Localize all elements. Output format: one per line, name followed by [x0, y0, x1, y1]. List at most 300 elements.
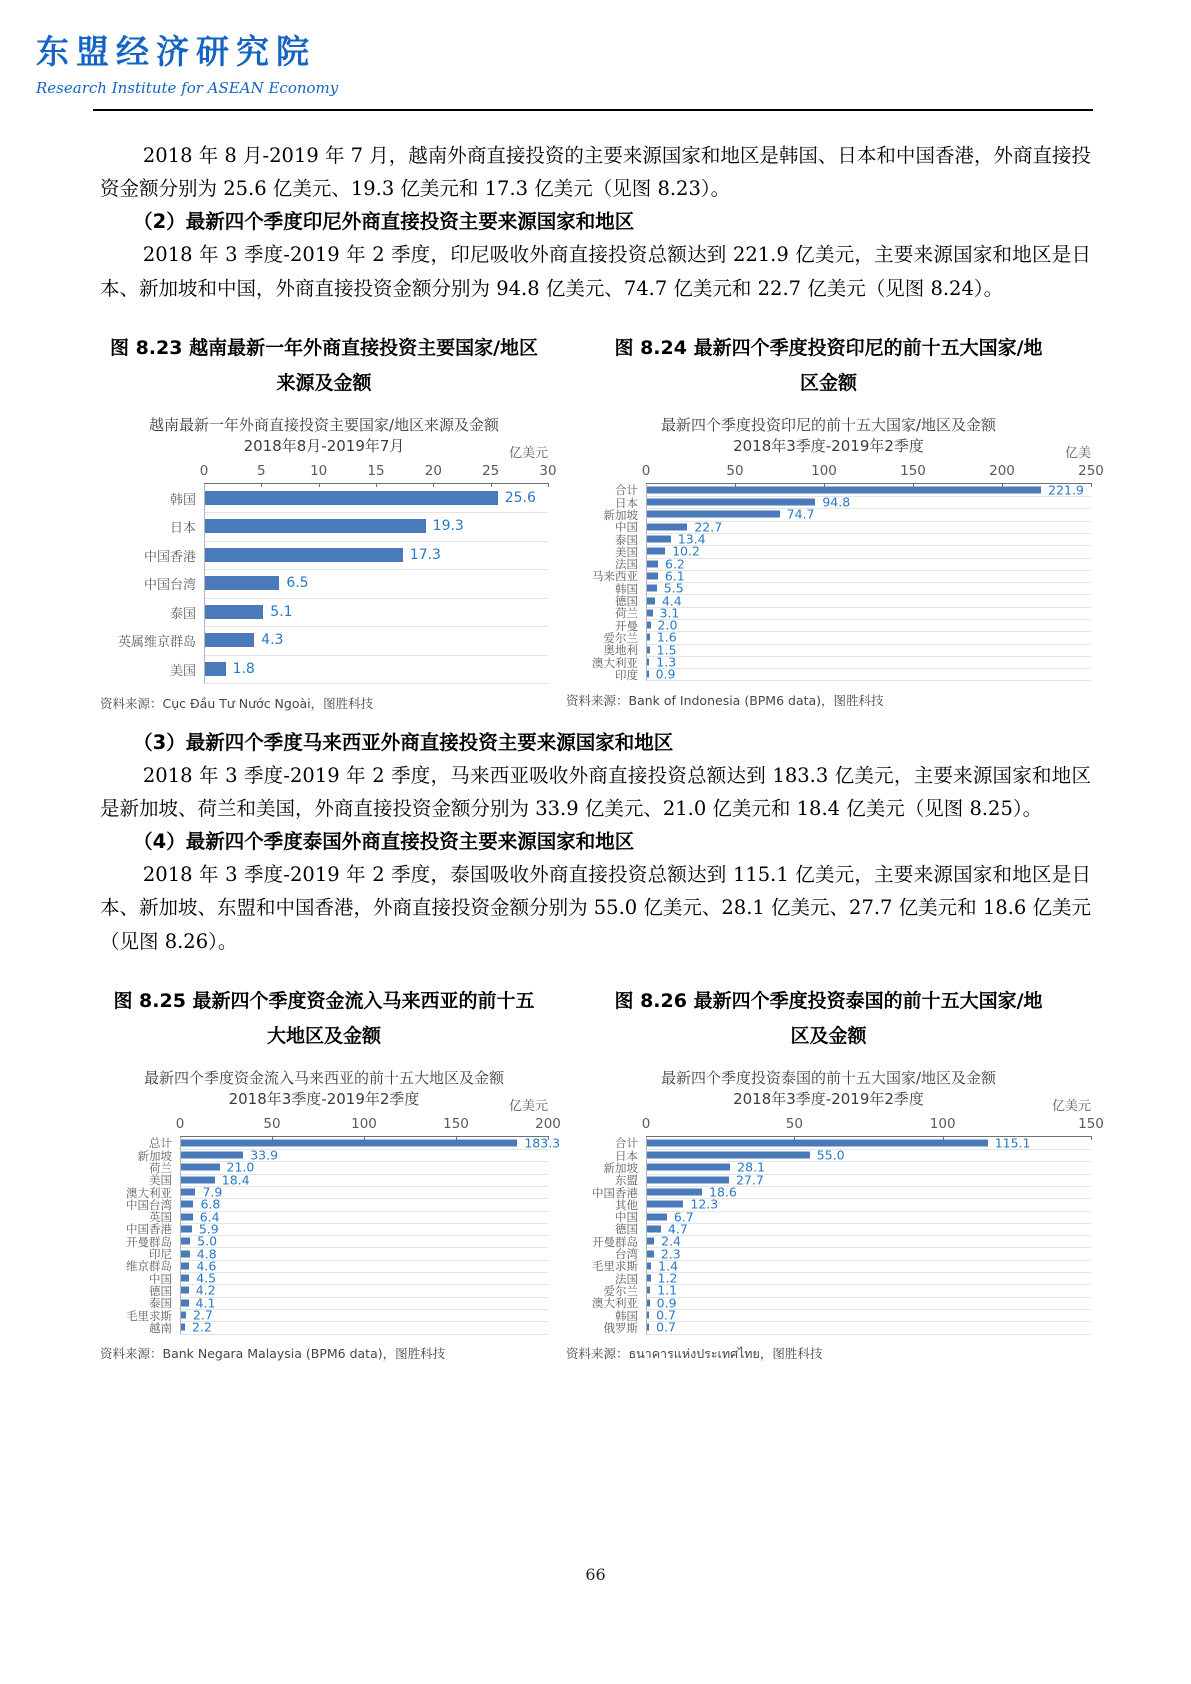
value-label: 6.8: [200, 1196, 221, 1212]
bar-track: [180, 1272, 548, 1285]
value-label: 6.2: [665, 556, 685, 572]
bar-track: [646, 1247, 1091, 1260]
bar: [647, 511, 780, 518]
bar: [181, 1250, 190, 1257]
axis-spacer: [100, 1114, 180, 1137]
value-label: 18.6: [709, 1184, 737, 1200]
paragraph-malaysia-fdi: 2018 年 3 季度-2019 年 2 季度，马来西亚吸收外商直接投资总额达到 183.3 亿美元，主要来源国家和地区是新加坡、荷兰和美国，外商直接投资金额分别为 33.9 亿美元、21.0 亿美元和 18.4 亿美元（见图 8.25）。: [100, 763, 1091, 821]
x-tick-label: 50: [263, 1116, 281, 1133]
chart-title: 越南最新一年外商直接投资主要国家/地区来源及金额: [148, 415, 500, 434]
source-note: 资料来源：Cục Đầu Tư Nước Ngoài，图胜科技: [100, 695, 374, 711]
bar: [647, 671, 649, 678]
category-label: 德国: [615, 1222, 638, 1237]
figure-8-24: [566, 331, 1104, 712]
bar: [647, 1213, 667, 1220]
value-label: 6.1: [664, 568, 685, 584]
x-tick-label: 0: [641, 463, 651, 480]
category-label: 美国: [615, 544, 638, 559]
bar: [647, 634, 650, 641]
bar-track: [180, 1321, 548, 1334]
value-label: 115.1: [994, 1135, 1031, 1151]
value-label: 33.9: [250, 1147, 279, 1163]
value-label: 4.7: [667, 1221, 688, 1237]
chart-subtitle-row: [566, 436, 1091, 462]
bar: [647, 1189, 702, 1196]
value-label: 1.8: [232, 660, 255, 677]
value-label: 2.3: [660, 1246, 681, 1262]
bar: [181, 1201, 193, 1208]
x-tick-label: 5: [257, 463, 266, 480]
value-label: 4.5: [196, 1270, 217, 1286]
category-label: 东盟: [615, 1173, 638, 1188]
axis-track: [199, 461, 557, 484]
bar: [181, 1262, 189, 1269]
value-label: 74.7: [786, 506, 815, 522]
heading-thailand-fdi: （4）最新四个季度泰国外商直接投资主要来源国家和地区: [133, 830, 635, 854]
category-label: 奥地利: [603, 643, 638, 658]
chart-subtitle-row: [100, 1089, 548, 1115]
value-label: 2.7: [192, 1307, 213, 1323]
value-label: 4.3: [261, 632, 284, 649]
category-label: 英国: [149, 1210, 172, 1225]
x-axis: [100, 1114, 561, 1137]
category-label: 荷兰: [615, 606, 638, 621]
value-label: 4.4: [661, 593, 682, 609]
bar-track: [180, 1309, 548, 1322]
value-label: 6.4: [199, 1209, 220, 1225]
bar-track: [180, 1135, 561, 1151]
figure-caption: 图 8.24 最新四个季度投资印尼的前十五大国家/地区金额: [614, 336, 1043, 394]
bar: [647, 1225, 661, 1232]
category-label: 美国: [169, 663, 196, 679]
category-label: 澳大利亚: [126, 1185, 172, 1200]
category-label: 合计: [615, 1136, 638, 1151]
category-label: 印尼: [149, 1247, 172, 1262]
category-label: 越南: [149, 1320, 172, 1335]
category-label: 韩国: [169, 492, 196, 508]
bar-row: [100, 513, 548, 542]
figure-8-23: [100, 331, 557, 712]
bar: [647, 1152, 810, 1159]
bar-row: [100, 541, 548, 570]
bar-track: [646, 631, 1091, 644]
category-label: 开曼群岛: [592, 1234, 638, 1249]
category-label: 美国: [149, 1173, 172, 1188]
bar-track: [646, 1235, 1091, 1248]
chart-subtitle: 2018年3季度-2019年2季度: [228, 1090, 420, 1109]
bar: [647, 486, 1041, 493]
source-note: 资料来源：Bank of Indonesia (BPM6 data)，图胜科技: [566, 692, 884, 708]
bar: [647, 1262, 651, 1269]
category-label: 韩国: [615, 1308, 638, 1323]
bar-track: [646, 644, 1091, 657]
x-tick-label: 150: [443, 1116, 469, 1133]
bar: [647, 1312, 649, 1319]
bar: [205, 548, 403, 562]
bar-track: [180, 1235, 548, 1248]
heading-malaysia-fdi: （3）最新四个季度马来西亚外商直接投资主要来源国家和地区: [133, 730, 674, 754]
value-label: 17.3: [409, 546, 441, 563]
value-label: 25.6: [504, 489, 536, 506]
category-label: 法国: [615, 1271, 638, 1286]
category-label: 新加坡: [603, 1161, 638, 1175]
x-tick-label: 100: [929, 1116, 956, 1133]
bar-track: [646, 1321, 1091, 1334]
bar: [205, 662, 226, 676]
bar-track: [180, 1260, 548, 1273]
heading-indonesia-fdi: （2）最新四个季度印尼外商直接投资主要来源国家和地区: [133, 210, 635, 234]
bar: [647, 585, 657, 592]
bar: [647, 1201, 683, 1208]
bar: [647, 1299, 650, 1306]
bar: [647, 1176, 729, 1183]
axis-unit-label: 亿美元: [508, 1099, 548, 1115]
value-label: 13.4: [677, 531, 706, 547]
value-label: 1.3: [656, 654, 677, 670]
bar: [647, 1275, 651, 1282]
category-label: 泰国: [615, 532, 638, 547]
value-label: 7.9: [202, 1184, 223, 1200]
value-label: 0.9: [655, 666, 676, 682]
x-axis: [566, 461, 1104, 484]
category-label: 毛里求斯: [592, 1259, 638, 1274]
bar: [181, 1324, 185, 1331]
category-label: 开曼群岛: [126, 1234, 172, 1249]
x-tick-label: 0: [199, 463, 209, 480]
bar-rows: [566, 1137, 1091, 1334]
bar-track: [646, 1211, 1091, 1224]
source-note: 资料来源：ธนาคารแห่งประเทศไทย，图胜科技: [566, 1346, 823, 1361]
value-label: 2.0: [657, 617, 678, 633]
bar: [205, 491, 498, 505]
value-label: 4.6: [196, 1258, 217, 1274]
category-label: 马来西亚: [592, 569, 638, 584]
value-label: 5.5: [663, 580, 684, 596]
category-label: 日本: [615, 495, 638, 510]
x-tick-label: 30: [539, 463, 557, 480]
value-label: 10.2: [672, 543, 700, 559]
bar-track: [646, 1161, 1091, 1174]
bar-track: [646, 1309, 1091, 1322]
category-label: 新加坡: [603, 507, 638, 522]
bar-track: [646, 570, 1091, 583]
axis-spacer: [566, 1114, 646, 1137]
bar-row: [100, 655, 548, 684]
category-label: 日本: [615, 1148, 638, 1163]
bar-track: [646, 1260, 1091, 1273]
institute-logo: 东盟经济研究院: [36, 32, 316, 71]
bar-rows: [100, 1135, 561, 1335]
x-tick-label: 150: [900, 463, 926, 480]
bar-track: [180, 1211, 548, 1224]
category-label: 中国: [615, 520, 638, 535]
chart-title: 最新四个季度投资印尼的前十五大国家/地区及金额: [660, 415, 997, 434]
category-label: 澳大利亚: [592, 1296, 638, 1311]
bar: [647, 572, 658, 579]
bar-chart: [100, 415, 557, 712]
value-label: 94.8: [822, 494, 851, 510]
bar-chart: [566, 1068, 1104, 1364]
bar-track: [180, 1284, 548, 1297]
x-tick-label: 10: [310, 463, 328, 480]
bar: [647, 1164, 730, 1171]
category-label: 韩国: [615, 581, 638, 596]
value-label: 5.0: [197, 1233, 218, 1249]
bar-track: [646, 1272, 1091, 1285]
bar-track: [646, 594, 1091, 607]
value-label: 21.0: [226, 1159, 255, 1175]
category-label: 印度: [615, 667, 638, 682]
bar: [647, 646, 650, 653]
bar: [647, 1238, 654, 1245]
bar: [181, 1275, 189, 1282]
bar: [181, 1312, 186, 1319]
bar-track: [646, 1149, 1091, 1162]
bar-rows: [566, 484, 1091, 681]
figure-8-25: [100, 984, 561, 1364]
report-header: [0, 0, 1191, 97]
value-label: 6.5: [286, 575, 309, 592]
bar-row: [100, 1319, 548, 1335]
chart-subtitle: 2018年3季度-2019年2季度: [733, 1090, 924, 1109]
x-axis: [100, 461, 557, 484]
bar-track: [180, 1198, 548, 1211]
paragraph-indonesia-fdi: 2018 年 3 季度-2019 年 2 季度，印尼吸收外商直接投资总额达到 221.9 亿美元，主要来源国家和地区是日本、新加坡和中国，外商直接投资金额分别为 94.8 亿美元、74.7 亿美元和 22.7 亿美元（见图 8.24）。: [100, 243, 1091, 300]
bar-track: [646, 558, 1091, 571]
figure-caption: 图 8.25 最新四个季度资金流入马来西亚的前十五大地区及金额: [113, 989, 535, 1047]
value-label: 3.1: [659, 605, 680, 621]
bar: [647, 1324, 649, 1331]
value-label: 4.1: [195, 1295, 216, 1311]
bar-track: [646, 619, 1091, 632]
category-label: 泰国: [169, 606, 196, 622]
chart-subtitle: 2018年3季度-2019年2季度: [733, 437, 924, 456]
value-label: 4.2: [195, 1282, 216, 1298]
value-label: 55.0: [816, 1147, 845, 1163]
bar: [647, 1139, 988, 1146]
bar-track: [646, 607, 1091, 620]
x-tick-label: 200: [989, 463, 1015, 480]
category-label: 中国: [615, 1210, 638, 1225]
x-tick-mark: [548, 483, 549, 487]
chart-subtitle: 2018年8月-2019年7月: [243, 437, 405, 456]
category-label: 英属维京群岛: [117, 635, 196, 651]
bar-track: [180, 1174, 548, 1187]
figure-caption: 图 8.23 越南最新一年外商直接投资主要国家/地区来源及金额: [109, 336, 539, 394]
figure-caption: 图 8.26 最新四个季度投资泰国的前十五大国家/地区及金额: [614, 989, 1043, 1047]
bar: [647, 622, 651, 629]
x-tick-label: 20: [424, 463, 442, 480]
figure-8-26: [566, 984, 1104, 1364]
bar-track: [204, 541, 548, 571]
value-label: 28.1: [737, 1159, 766, 1175]
value-label: 6.7: [673, 1209, 694, 1225]
bar-track: [180, 1247, 548, 1260]
bar: [647, 560, 658, 567]
category-label: 其他: [615, 1197, 638, 1212]
category-label: 澳大利亚: [592, 655, 638, 670]
axis-spacer: [100, 461, 204, 484]
value-label: 19.3: [432, 518, 464, 535]
value-label: 18.4: [221, 1172, 250, 1188]
bar: [181, 1238, 190, 1245]
bar-track: [646, 484, 1091, 497]
x-tick-label: 100: [351, 1116, 377, 1133]
value-label: 183.3: [524, 1135, 561, 1151]
paragraph-thailand-fdi: 2018 年 3 季度-2019 年 2 季度，泰国吸收外商直接投资总额达到 115.1 亿美元，主要来源国家和地区是日本、新加坡、东盟和中国香港，外商直接投资金额分别为 55.0 亿美元、28.1 亿美元、27.7 亿美元和 18.6 亿美元（见图 8.26）。: [100, 863, 1091, 953]
chart-subtitle-row: [100, 436, 548, 462]
category-label: 德国: [149, 1283, 172, 1298]
value-label: 1.4: [658, 1258, 679, 1274]
bar: [647, 597, 655, 604]
bar-track: [646, 521, 1091, 534]
bar: [647, 523, 687, 530]
bar-track: [646, 1137, 1091, 1150]
x-tick-label: 50: [785, 1116, 803, 1133]
bar-track: [204, 626, 548, 656]
category-label: 日本: [169, 521, 196, 537]
x-tick-label: 0: [175, 1116, 185, 1133]
category-label: 合计: [615, 483, 638, 498]
bar-track: [646, 1284, 1091, 1297]
bar-track: [204, 569, 548, 599]
bar-track: [646, 533, 1091, 546]
bar: [181, 1299, 189, 1306]
bar-track: [646, 545, 1091, 558]
bar: [181, 1189, 195, 1196]
paragraph-vietnam-fdi: 2018 年 8 月-2019 年 7 月，越南外商直接投资的主要来源国家和地区是韩国、日本和中国香港，外商直接投资金额分别为 25.6 亿美元、19.3 亿美元和 17.3 亿美元（见图 8.23）。: [100, 144, 1091, 201]
page-number: 66: [585, 1565, 606, 1584]
x-tick-label: 0: [641, 1116, 651, 1133]
bar-track: [646, 1297, 1091, 1310]
axis-track: [641, 461, 1104, 484]
bar-row: [100, 598, 548, 627]
value-label: 0.9: [656, 1295, 677, 1311]
x-tick-mark: [1091, 1136, 1092, 1140]
value-label: 2.2: [192, 1319, 212, 1335]
bar-track: [180, 1223, 548, 1236]
bar-track: [204, 512, 548, 542]
bar-chart: [100, 1068, 561, 1362]
category-label: 泰国: [149, 1296, 172, 1311]
value-label: 4.8: [196, 1246, 217, 1262]
bar: [181, 1287, 189, 1294]
bar: [205, 519, 426, 533]
bar-chart: [566, 415, 1104, 709]
axis-unit-label: 亿美: [1064, 446, 1091, 462]
value-label: 22.7: [694, 519, 723, 535]
institute-logo-english: Research Institute for ASEAN Economy: [36, 79, 339, 97]
bar: [647, 536, 671, 543]
category-label: 中国香港: [143, 549, 196, 565]
bar: [205, 576, 279, 590]
bar-track: [646, 1223, 1091, 1236]
value-label: 1.2: [657, 1270, 678, 1286]
charts-row-2: [100, 984, 1104, 1364]
category-label: 中国香港: [126, 1222, 172, 1237]
value-label: 221.9: [1048, 482, 1084, 498]
source-note: 资料来源：Bank Negara Malaysia (BPM6 data)，图胜科技: [100, 1346, 446, 1361]
bar-track: [646, 582, 1091, 595]
category-label: 中国台湾: [126, 1197, 172, 1212]
x-tick-mark: [1091, 483, 1092, 487]
axis-spacer: [566, 461, 646, 484]
bar-track: [204, 484, 548, 514]
bar-row: [566, 666, 1091, 682]
category-label: 中国: [149, 1271, 172, 1286]
category-label: 毛里求斯: [126, 1308, 172, 1323]
chart-subtitle-row: [566, 1089, 1091, 1115]
x-axis: [566, 1114, 1104, 1137]
category-label: 爱尔兰: [603, 1283, 638, 1298]
charts-row-1: [100, 331, 1104, 712]
bar: [647, 548, 665, 555]
bar-row: [566, 1319, 1091, 1335]
bar: [647, 659, 649, 666]
chart-title: 最新四个季度资金流入马来西亚的前十五大地区及金额: [143, 1069, 504, 1087]
bar-row: [100, 484, 548, 513]
page-content: [0, 111, 1191, 1364]
x-tick-label: 200: [535, 1116, 561, 1133]
bar-row: [100, 627, 548, 656]
axis-track: [641, 1114, 1104, 1137]
value-label: 0.7: [656, 1307, 676, 1323]
value-label: 27.7: [735, 1172, 764, 1188]
category-label: 德国: [615, 594, 638, 609]
category-label: 中国香港: [592, 1185, 638, 1200]
bar: [181, 1152, 243, 1159]
bar-track: [646, 668, 1091, 681]
bar-track: [204, 655, 548, 685]
x-tick-label: 100: [811, 463, 837, 480]
bar: [205, 633, 254, 647]
value-label: 5.9: [198, 1221, 219, 1237]
bar-track: [646, 1198, 1091, 1211]
bar-rows: [100, 484, 548, 684]
bar: [647, 609, 653, 616]
category-label: 俄罗斯: [603, 1320, 638, 1335]
value-label: 1.6: [656, 629, 677, 645]
axis-unit-label: 亿美元: [508, 446, 548, 462]
bar: [181, 1225, 192, 1232]
category-label: 新加坡: [137, 1148, 172, 1163]
category-label: 总计: [149, 1136, 172, 1151]
bar-row: [100, 570, 548, 599]
x-tick-label: 25: [482, 463, 500, 480]
value-label: 12.3: [690, 1196, 719, 1212]
axis-unit-label: 亿美元: [1051, 1099, 1091, 1115]
axis-track: [175, 1114, 561, 1137]
bar: [181, 1213, 193, 1220]
x-tick-label: 15: [367, 463, 385, 480]
value-label: 1.1: [657, 1282, 678, 1298]
x-tick-label: 150: [1078, 1116, 1104, 1133]
category-label: 中国台湾: [143, 578, 196, 594]
category-label: 法国: [615, 557, 638, 572]
bar-track: [180, 1297, 548, 1310]
value-label: 1.5: [656, 642, 677, 658]
bar-track: [646, 496, 1091, 509]
category-label: 维京群岛: [126, 1259, 172, 1274]
bar-track: [180, 1186, 548, 1199]
x-tick-label: 50: [726, 463, 744, 480]
category-label: 开曼: [615, 618, 638, 633]
x-tick-label: 250: [1078, 463, 1104, 480]
category-label: 台湾: [615, 1247, 638, 1262]
value-label: 5.1: [270, 603, 293, 620]
category-label: 爱尔兰: [603, 630, 638, 645]
bar: [181, 1176, 215, 1183]
